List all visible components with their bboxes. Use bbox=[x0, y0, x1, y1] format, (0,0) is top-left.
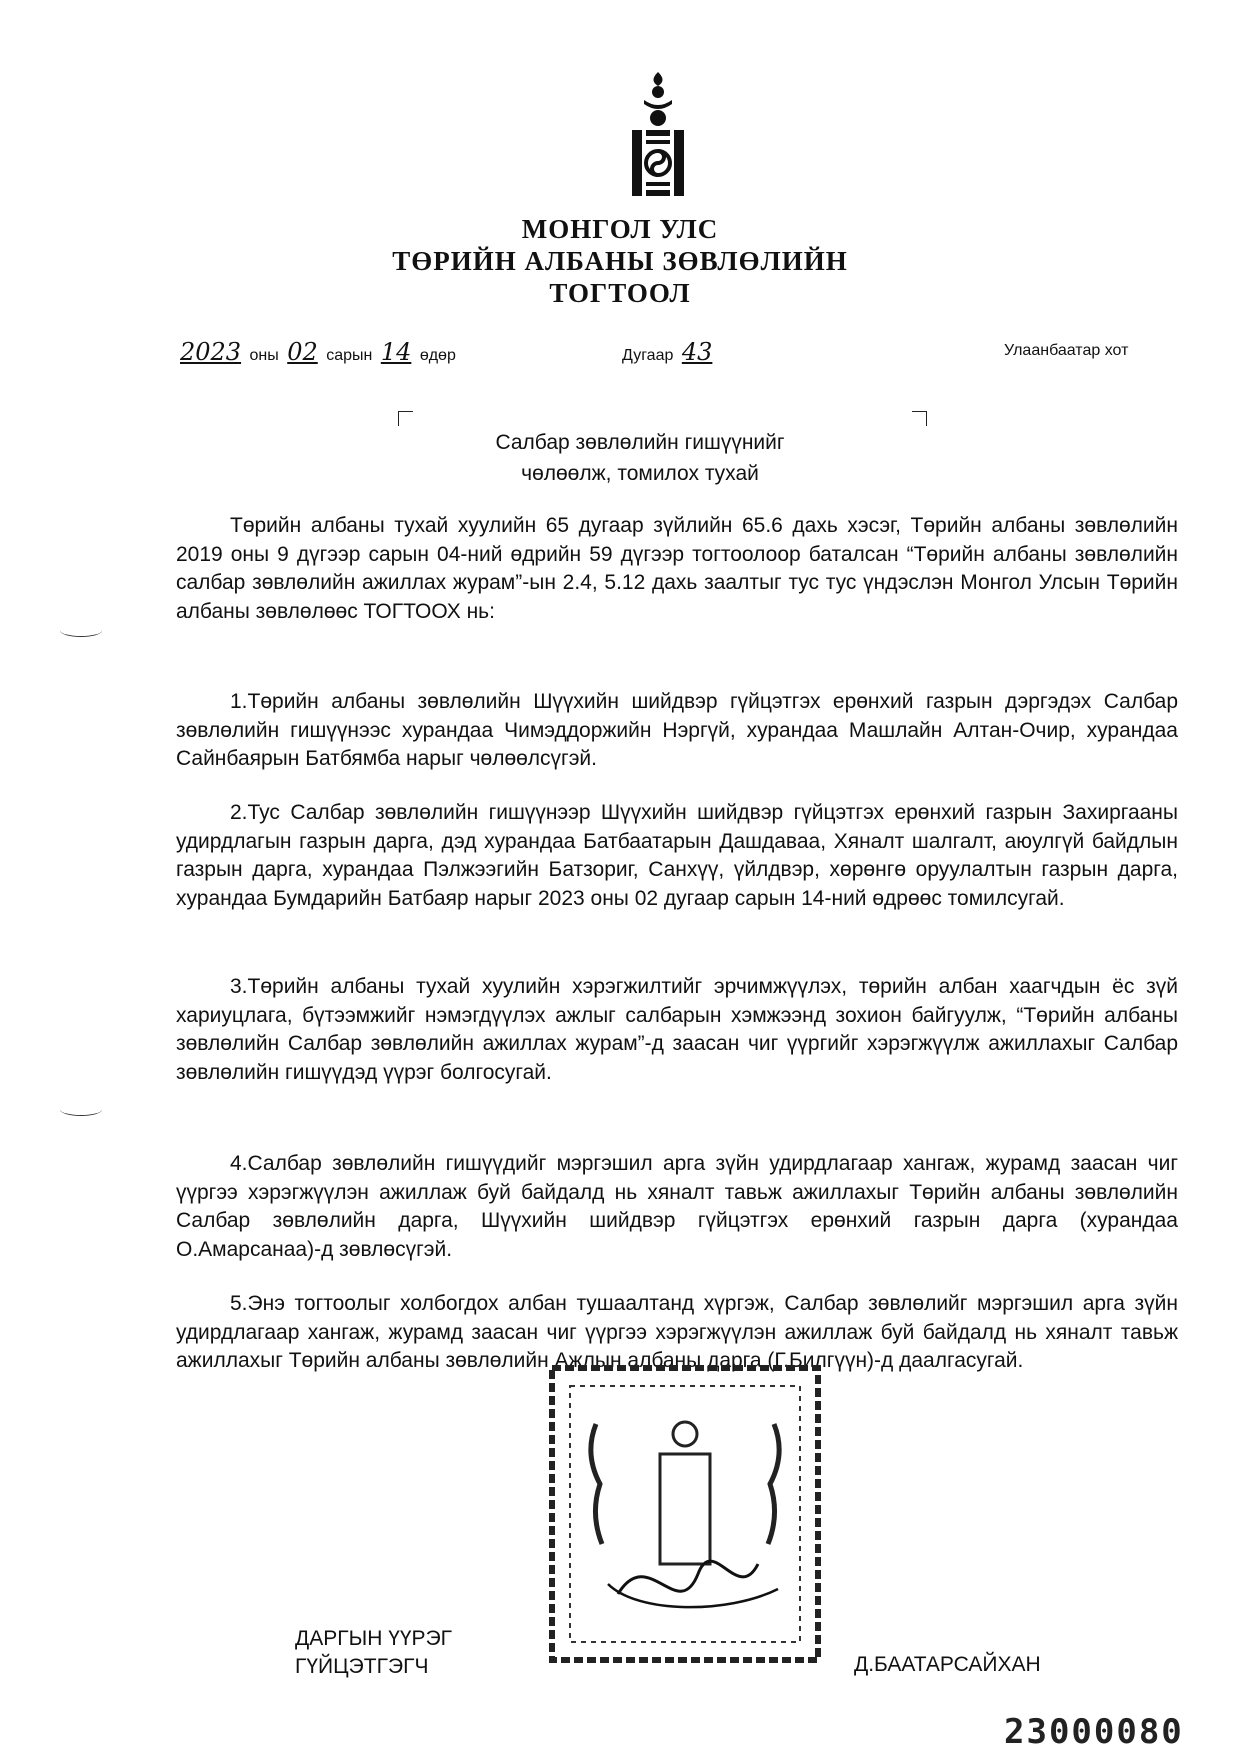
subject-line-1: Салбар зөвлөлийн гишүүнийг bbox=[495, 431, 785, 454]
binding-mark bbox=[60, 624, 102, 637]
date-month-suffix: сарын bbox=[326, 347, 373, 364]
signatory-title-line-1: ДАРГЫН ҮҮРЭГ bbox=[295, 1627, 453, 1650]
subject-bracket-right bbox=[912, 411, 927, 426]
date-day-suffix: өдөр bbox=[419, 347, 456, 364]
document-number: 43 bbox=[681, 338, 713, 366]
state-emblem-icon bbox=[622, 70, 694, 200]
item-2 bbox=[176, 799, 1178, 913]
number-line bbox=[622, 338, 716, 366]
item-5 bbox=[176, 1290, 1178, 1376]
date-month: 02 bbox=[287, 338, 318, 366]
subject-line-2: чөлөөлж, томилох тухай bbox=[521, 462, 759, 485]
item-1-text: 1.Төрийн албаны зөвлөлийн Шүүхийн шийдвэр гүйцэтгэх ерөнхий газрын дэргэдэх Салбар зөвлөлийн гишүүнээс хурандаа Чимэддоржийн Нэргүй, хурандаа Машлайн Алтан-Очир, хурандаа Сайнбаярын Батбямба нарыг чөлөөлсүгэй. bbox=[176, 690, 1178, 770]
preamble bbox=[176, 512, 1178, 626]
registration-number: 23000080 bbox=[1004, 1712, 1184, 1752]
official-seal-icon bbox=[548, 1364, 822, 1664]
signatory-title bbox=[295, 1625, 452, 1681]
item-1 bbox=[176, 688, 1178, 774]
header-organization: ТӨРИЙН АЛБАНЫ ЗӨВЛӨЛИЙН bbox=[392, 246, 848, 276]
preamble-text: Төрийн албаны тухай хуулийн 65 дугаар зүйлийн 65.6 дахь хэсэг, Төрийн албаны зөвлөлийн 2019 оны 9 дүгээр сарын 04-ний өдрийн 59 дүгээр тогтоолоор баталсан “Төрийн албаны зөвлөлийн салбар зөвлөлийн ажиллах журам”-ын 2.4, 5.12 дахь заалтыг тус тус үндэслэн Монгол Улсын Төрийн албаны зөвлөлөөс ТОГТООХ нь: bbox=[176, 514, 1178, 623]
subject-bracket-left bbox=[398, 411, 413, 426]
binding-mark bbox=[60, 1103, 102, 1116]
date-line bbox=[176, 338, 456, 366]
date-year-suffix: оны bbox=[249, 347, 279, 364]
header-doc-type: ТОГТООЛ bbox=[549, 278, 691, 308]
date-year: 2023 bbox=[180, 338, 242, 366]
signatory-name: Д.БААТАРСАЙХАН bbox=[854, 1653, 1041, 1676]
signatory-title-line-2: ГҮЙЦЭТГЭГЧ bbox=[295, 1655, 429, 1678]
city: Улаанбаатар хот bbox=[1004, 342, 1129, 359]
item-3-text: 3.Төрийн албаны тухай хуулийн хэрэгжилтийг эрчимжүүлэх, төрийн албан хаагчдын ёс зүй хариуцлага, бүтээмжийг нэмэгдүүлэх ажлыг салбарын хэмжээнд зохион байгуулж, “Төрийн албаны зөвлөлийн Салбар зөвлөлийн ажиллах журам”-д заасан чиг үүргийг хэрэгжүүлж ажиллахыг Салбар зөвлөлийн гишүүдэд үүрэг болгосугай. bbox=[176, 975, 1178, 1084]
item-4 bbox=[176, 1150, 1178, 1264]
item-5-text: 5.Энэ тогтоолыг холбогдох албан тушаалтанд хүргэж, Салбар зөвлөлийг мэргэшил арга зүйн удирдлагаар хангаж, журамд заасан чиг үүргээ хэрэгжүүлэн ажиллаж буй байдалд нь хяналт тавьж ажиллахыг Төрийн албаны зөвлөлийн Ажлын албаны дарга (Г.Билгүүн)-д даалгасугай. bbox=[176, 1292, 1178, 1372]
header-country: МОНГОЛ УЛС bbox=[521, 214, 719, 244]
item-2-text: 2.Тус Салбар зөвлөлийн гишүүнээр Шүүхийн шийдвэр гүйцэтгэх ерөнхий газрын Захиргааны удирдлагын газрын дарга, дэд хурандаа Батбаатарын Дашдаваа, Хяналт шалгалт, аюулгүй байдлын газрын дарга, хурандаа Пэлжээгийн Батзориг, Санхүү, үйлдвэр, хөрөнгө оруулалтын газрын дарга, хурандаа Бумдарийн Батбаяр нарыг 2023 оны 02 дугаар сарын 14-ний өдрөөс томилсугай. bbox=[176, 801, 1178, 910]
item-4-text: 4.Салбар зөвлөлийн гишүүдийг мэргэшил арга зүйн удирдлагаар хангаж, журамд заасан чиг үүргээ хэрэгжүүлэн ажиллаж буй байдалд нь хяналт тавьж ажиллахыг Төрийн албаны зөвлөлийн Салбар зөвлөлийн дарга, Шүүхийн шийдвэр гүйцэтгэх ерөнхий газрын дарга (хурандаа О.Амарсанаа)-д зөвлөсүгэй. bbox=[176, 1152, 1178, 1261]
item-3 bbox=[176, 973, 1178, 1087]
date-day: 14 bbox=[380, 338, 412, 366]
number-label: Дугаар bbox=[622, 347, 674, 364]
subject bbox=[380, 427, 900, 489]
